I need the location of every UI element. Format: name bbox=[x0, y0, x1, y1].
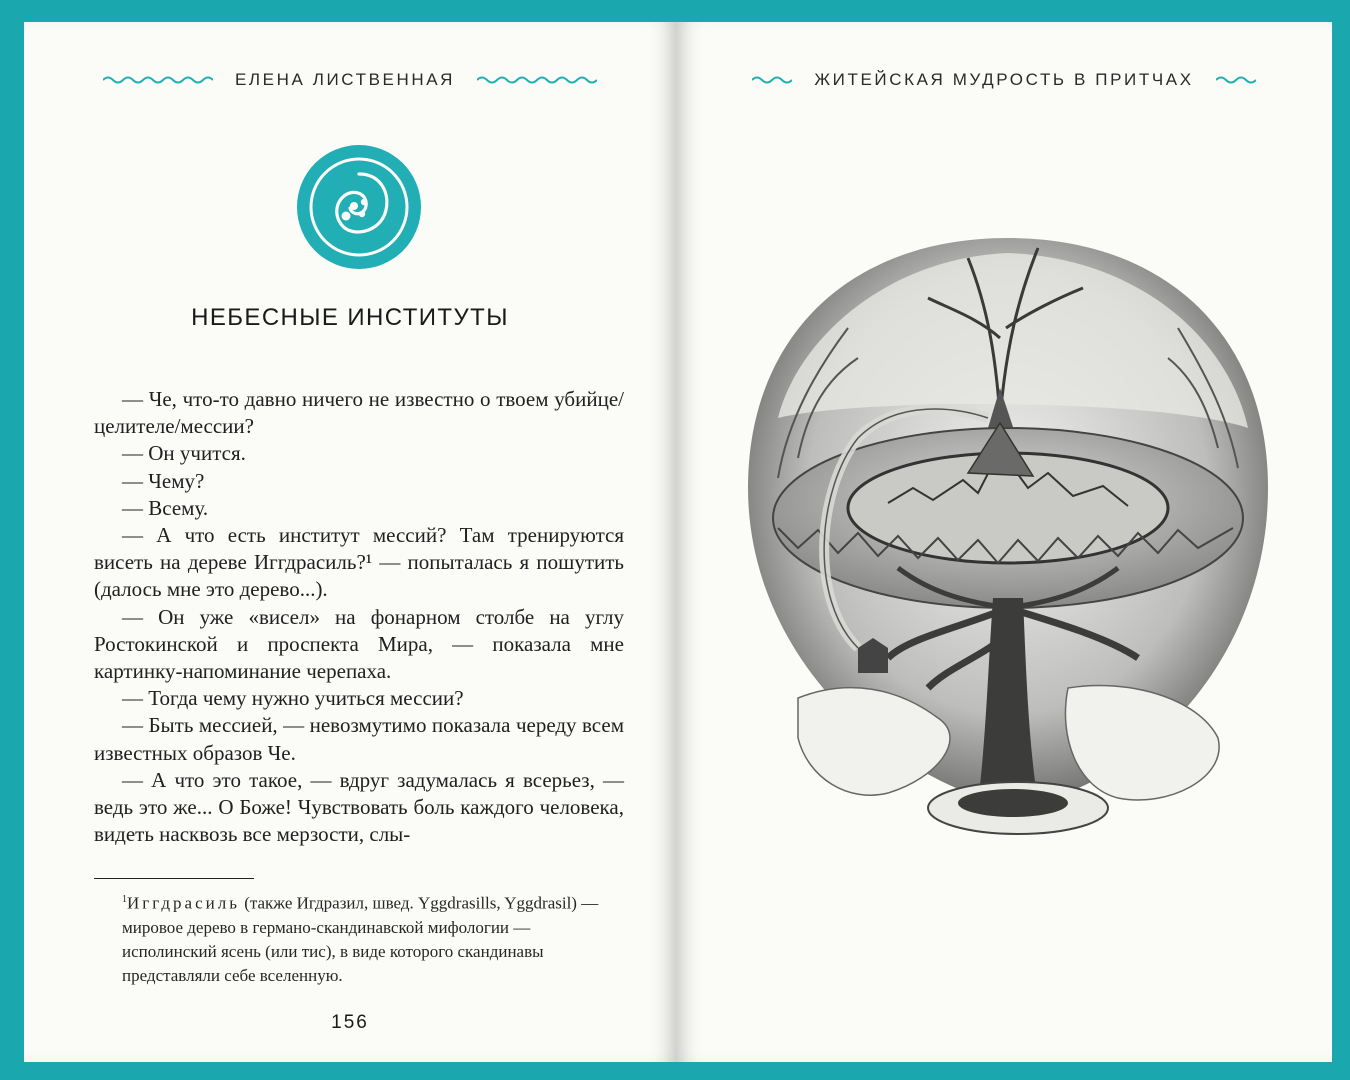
paragraph: — Быть мессией, — невозмутимо показала череду всем известных образов Че. bbox=[94, 713, 624, 765]
yggdrasil-tree-illustration bbox=[738, 218, 1278, 868]
page-number: 156 bbox=[331, 1012, 369, 1033]
right-running-head bbox=[676, 70, 1332, 90]
paragraph: — Он уже «висел» на фонарном столбе на углу Ростокинской и проспекта Мира, — показала мне картинку-напоминание черепаха. bbox=[94, 604, 624, 684]
paragraph: — Он учится. bbox=[122, 441, 246, 466]
body-text bbox=[94, 386, 624, 848]
paragraph: — Тогда чему нужно учиться мессии? bbox=[122, 686, 464, 711]
chapter-spiral-emblem-icon bbox=[296, 144, 422, 270]
wave-ornament-icon bbox=[1216, 74, 1256, 86]
left-page bbox=[24, 22, 676, 1062]
paragraph: — А что это такое, — вдруг задумалась я всерьез, — ведь это же... О Боже! Чувствовать боль каждого человека, видеть насквозь все мерзости, слы- bbox=[94, 767, 624, 847]
wave-ornament-icon bbox=[752, 74, 792, 86]
footnote-term: Иггдрасиль bbox=[127, 893, 240, 913]
paragraph: — А что есть институт мессий? Там тренируются висеть на дереве Иггдрасиль?¹ — попыталась я пошутить (далось мне это дерево...). bbox=[94, 523, 624, 602]
left-running-head bbox=[24, 70, 676, 90]
footnote-marker: 1 bbox=[122, 894, 127, 905]
footnote-text: (также Игдразил, швед. Yggdrasills, Yggdrasil) — мировое дерево в германо-скандинавской мифологии — исполинский ясень (или тис), в виде которого скандинавы представляли себе вселенную. bbox=[122, 893, 599, 985]
chapter-title: НЕБЕСНЫЕ ИНСТИТУТЫ bbox=[191, 304, 509, 331]
paragraph: — Всему. bbox=[122, 495, 209, 520]
wave-ornament-icon bbox=[477, 74, 597, 86]
footnote bbox=[122, 888, 622, 988]
paragraph: — Чему? bbox=[122, 468, 205, 493]
right-page bbox=[676, 22, 1332, 1062]
paragraph: — Че, что-то давно ничего не известно о твоем убийце/целителе/мессии? bbox=[94, 387, 624, 439]
wave-ornament-icon bbox=[103, 74, 213, 86]
author-name: ЕЛЕНА ЛИСТВЕННАЯ bbox=[234, 70, 456, 89]
book-title: ЖИТЕЙСКАЯ МУДРОСТЬ В ПРИТЧАХ bbox=[814, 70, 1194, 89]
footnote-divider bbox=[94, 878, 254, 879]
